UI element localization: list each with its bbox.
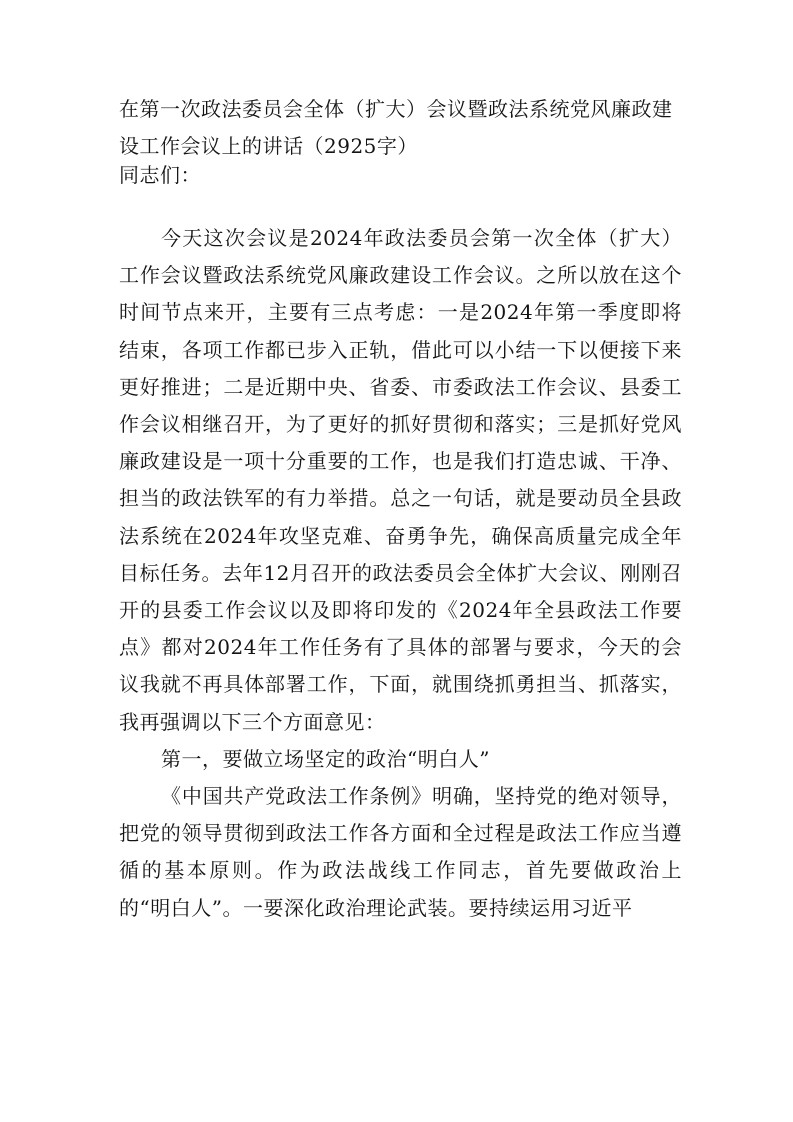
section-heading-1: 第一，要做立场坚定的政治“明白人” [161, 746, 490, 771]
document-body [119, 220, 682, 927]
document-title: 在第一次政法委员会全体（扩大）会议暨政法系统党风廉政建设工作会议上的讲话（2925字） [119, 97, 673, 158]
paragraph-section-1: 《中国共产党政法工作条例》明确，坚持党的绝对领导，把党的领导贯彻到政法工作各方面和全过程是政法工作应当遵循的基本原则。作为政法战线工作同志，首先要做政治上的“明白人”。一要深化政治理论武装。要持续运用习近平 [119, 784, 682, 920]
salutation: 同志们： [119, 163, 201, 187]
paragraph-intro: 今天这次会议是2024年政法委员会第一次全体（扩大）工作会议暨政法系统党风廉政建设工作会议。之所以放在这个时间节点来开，主要有三点考虑：一是2024年第一季度即将结束，各项工作都已步入正轨，借此可以小结一下以便接下来更好推进；二是近期中央、省委、市委政法工作会议、县委工作会议相继召开，为了更好的抓好贯彻和落实；三是抓好党风廉政建设是一项十分重要的工作，也是我们打造忠诚、干净、担当的政法铁军的有力举措。总之一句话，就是要动员全县政法系统在2024年攻坚克难、奋勇争先，确保高质量完成全年目标任务。去年12月召开的政法委员会全体扩大会议、刚刚召开的县委工作会议以及即将印发的《2024年全县政法工作要点》都对2024年工作任务有了具体的部署与要求，今天的会议我就不再具体部署工作，下面，就围绕抓勇担当、抓落实，我再强调以下三个方面意见： [119, 226, 682, 734]
